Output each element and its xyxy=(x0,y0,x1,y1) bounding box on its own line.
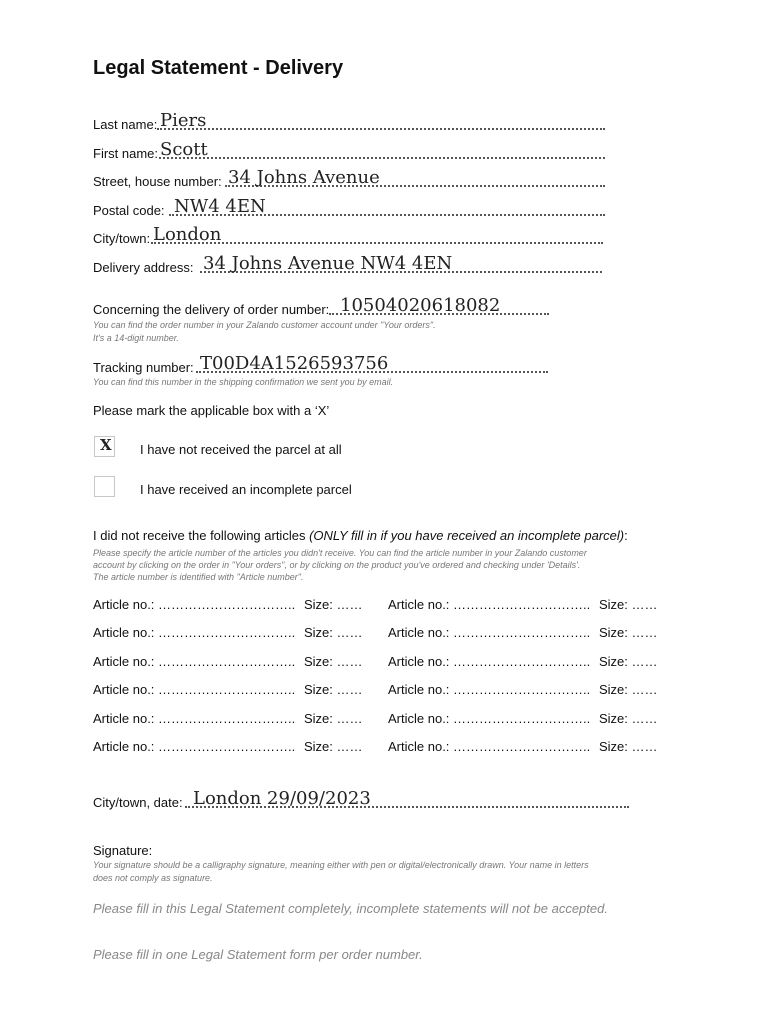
one-form-per-order-note: Please fill in one Legal Statement form per order number. xyxy=(93,947,423,962)
not-received-label: I have not received the parcel at all xyxy=(140,442,342,457)
article-number-field[interactable]: Article no.: ………………………….. xyxy=(388,682,591,697)
delivery-address-label: Delivery address: xyxy=(93,260,194,275)
last-name-line xyxy=(157,128,605,130)
article-number-field[interactable]: Article no.: ………………………….. xyxy=(388,739,591,754)
article-size-field[interactable]: Size: …… xyxy=(599,739,658,754)
article-number-field[interactable]: Article no.: ………………………….. xyxy=(388,654,591,669)
articles-heading-condition: (ONLY fill in if you have received an incomplete parcel) xyxy=(309,528,625,543)
city-date-field[interactable]: London 29/09/2023 xyxy=(193,788,371,809)
page-title: Legal Statement - Delivery xyxy=(93,57,344,79)
article-number-field[interactable]: Article no.: ………………………….. xyxy=(93,682,296,697)
article-size-field[interactable]: Size: …… xyxy=(599,682,658,697)
city-row xyxy=(93,216,613,246)
article-size-field[interactable]: Size: …… xyxy=(304,625,363,640)
articles-heading-colon: : xyxy=(624,528,628,543)
article-number-field[interactable]: Article no.: ………………………….. xyxy=(388,597,591,612)
city-date-row xyxy=(93,780,633,810)
street-field[interactable]: 34 Johns Avenue xyxy=(228,167,380,188)
article-size-field[interactable]: Size: …… xyxy=(599,654,658,669)
article-size-field[interactable]: Size: …… xyxy=(304,739,363,754)
articles-hint-line2: account by clicking on the order in "Your orders", or by clicking on the product you've ordered and checking under 'Details'. xyxy=(93,560,581,570)
postal-code-row xyxy=(93,188,613,218)
order-number-hint: You can find the order number in your Zalando customer account under "Your orders". xyxy=(93,320,436,330)
signature-hint-line2: does not comply as signature. xyxy=(93,873,213,883)
signature-hint-line1: Your signature should be a calligraphy signature, meaning either with pen or digital/electronically drawn. Your name in letters xyxy=(93,860,589,870)
article-size-field[interactable]: Size: …… xyxy=(304,654,363,669)
incomplete-parcel-label: I have received an incomplete parcel xyxy=(140,482,352,497)
city-field[interactable]: London xyxy=(153,224,222,245)
first-name-label: First name: xyxy=(93,146,159,161)
postal-code-field[interactable]: NW4 4EN xyxy=(174,196,266,217)
city-label: City/town: xyxy=(93,231,151,246)
article-size-field[interactable]: Size: …… xyxy=(304,711,363,726)
tracking-number-field[interactable]: T00D4A1526593756 xyxy=(200,353,389,374)
articles-heading xyxy=(93,528,628,543)
order-number-row xyxy=(93,287,553,317)
signature-label: Signature: xyxy=(93,843,153,858)
first-name-field[interactable]: Scott xyxy=(160,139,208,160)
postal-code-label: Postal code: xyxy=(93,203,165,218)
article-number-field[interactable]: Article no.: ………………………….. xyxy=(93,711,296,726)
first-name-row xyxy=(93,131,613,161)
incomplete-parcel-checkbox[interactable] xyxy=(94,476,115,497)
article-size-field[interactable]: Size: …… xyxy=(599,711,658,726)
article-number-field[interactable]: Article no.: ………………………….. xyxy=(93,597,296,612)
article-number-field[interactable]: Article no.: ………………………….. xyxy=(388,711,591,726)
mark-instruction: Please mark the applicable box with a ‘X’ xyxy=(93,403,330,418)
tracking-number-label: Tracking number: xyxy=(93,360,194,375)
articles-hint-line1: Please specify the article number of the articles you didn't receive. You can find the article number in your Zalando customer xyxy=(93,548,587,558)
tracking-number-row xyxy=(93,345,553,375)
article-size-field[interactable]: Size: …… xyxy=(599,625,658,640)
article-number-field[interactable]: Article no.: ………………………….. xyxy=(93,654,296,669)
order-number-field[interactable]: 10504020618082 xyxy=(340,295,501,316)
delivery-address-row xyxy=(93,245,613,275)
checkbox-x-mark: X xyxy=(100,436,112,454)
street-row xyxy=(93,159,613,189)
delivery-address-field[interactable]: 34 Johns Avenue NW4 4EN xyxy=(203,253,453,274)
city-date-label: City/town, date: xyxy=(93,795,183,810)
article-size-field[interactable]: Size: …… xyxy=(599,597,658,612)
articles-heading-text: I did not receive the following articles xyxy=(93,528,306,543)
article-size-field[interactable]: Size: …… xyxy=(304,682,363,697)
completeness-note: Please fill in this Legal Statement completely, incomplete statements will not be accepted. xyxy=(93,901,608,916)
last-name-field[interactable]: Piers xyxy=(160,110,207,131)
not-received-checkbox[interactable] xyxy=(94,436,115,457)
order-number-label: Concerning the delivery of order number: xyxy=(93,302,330,317)
last-name-label: Last name: xyxy=(93,117,158,132)
last-name-row xyxy=(93,102,613,132)
articles-hint-line3: The article number is identified with "Article number". xyxy=(93,572,304,582)
article-number-field[interactable]: Article no.: ………………………….. xyxy=(388,625,591,640)
tracking-number-hint: You can find this number in the shipping confirmation we sent you by email. xyxy=(93,377,394,387)
article-number-field[interactable]: Article no.: ………………………….. xyxy=(93,739,296,754)
street-label: Street, house number: xyxy=(93,174,222,189)
order-number-digits-hint: It's a 14-digit number. xyxy=(93,333,179,343)
article-number-field[interactable]: Article no.: ………………………….. xyxy=(93,625,296,640)
article-size-field[interactable]: Size: …… xyxy=(304,597,363,612)
